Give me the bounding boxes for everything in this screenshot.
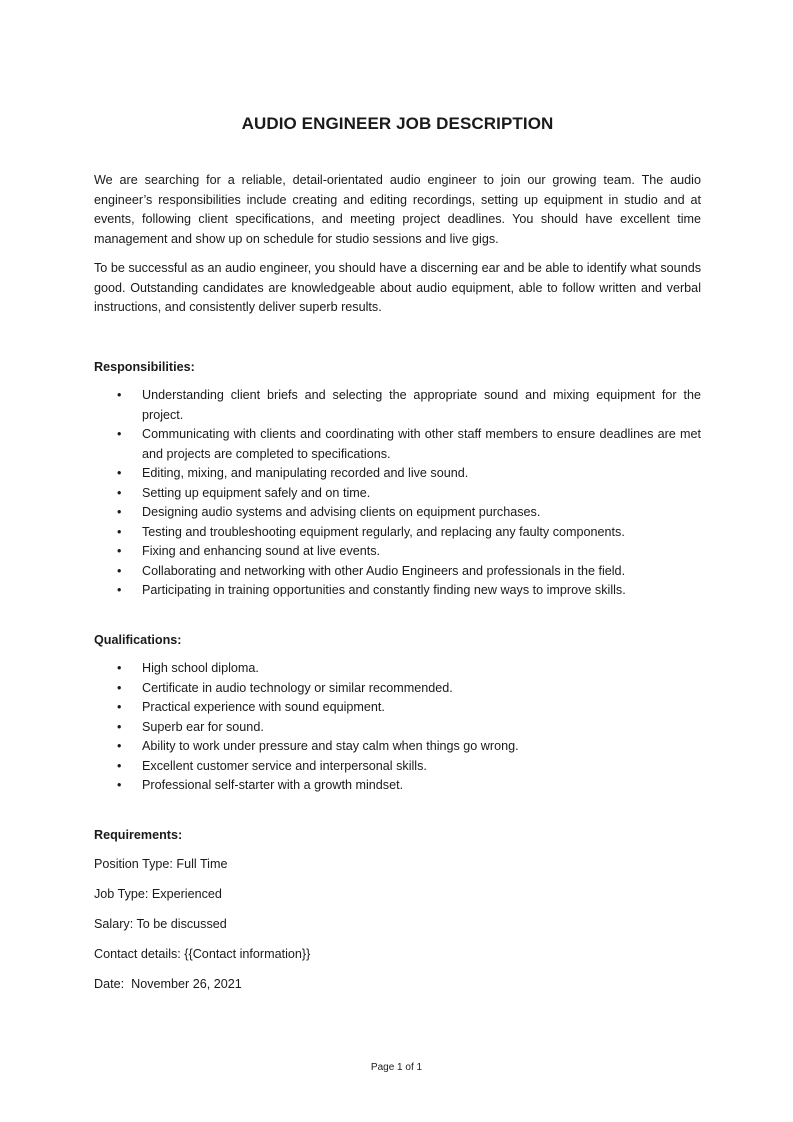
bullet-icon: •: [117, 544, 122, 558]
job-type: Job Type: Experienced: [94, 887, 222, 901]
list-item-text: Communicating with clients and coordinating with other staff members to ensure deadlines are met and projects are completed to specifications.: [142, 427, 701, 461]
list-item: [94, 757, 701, 777]
list-item-text: Collaborating and networking with other Audio Engineers and professionals in the field.: [142, 563, 626, 578]
list-item-text: Fixing and enhancing sound at live events.: [142, 544, 381, 558]
list-item: [94, 484, 701, 504]
intro-paragraph-2: To be successful as an audio engineer, you should have a discerning ear and be able to identify what sounds good. Outstanding candidates are knowledgeable about audio equipment, able to follow written and verbal instructions, and consistently deliver superb results.: [94, 261, 701, 314]
responsibilities-heading: Responsibilities:: [94, 359, 195, 374]
bullet-icon: •: [117, 739, 122, 753]
list-item-text: Setting up equipment safely and on time.: [142, 485, 371, 500]
bullet-icon: •: [117, 427, 122, 441]
list-item-text: Testing and troubleshooting equipment regularly, and replacing any faulty components.: [142, 524, 625, 539]
list-item-text: Ability to work under pressure and stay calm when things go wrong.: [142, 739, 519, 753]
responsibilities-list: [94, 386, 701, 601]
list-item: [94, 737, 701, 757]
bullet-icon: •: [117, 583, 122, 597]
bullet-icon: •: [117, 758, 122, 773]
list-item-text: Designing audio systems and advising clients on equipment purchases.: [142, 505, 541, 519]
bullet-icon: •: [117, 388, 122, 402]
bullet-icon: •: [117, 524, 122, 539]
list-item: [94, 386, 701, 425]
intro-paragraph-1: We are searching for a reliable, detail-orientated audio engineer to join our growing team. The audio engineer’s responsibilities include creating and editing recordings, setting up equipment in studio and at events, following client specifications, and meeting project deadlines. You should have excellent time management and show up on schedule for studio sessions and live gigs.: [94, 173, 701, 246]
list-item: [94, 698, 701, 718]
contact-details: Contact details: {{Contact information}}: [94, 947, 311, 961]
list-item-text: Participating in training opportunities and constantly finding new ways to improve skills.: [142, 583, 626, 597]
salary: Salary: To be discussed: [94, 917, 227, 931]
list-item-text: Understanding client briefs and selecting the appropriate sound and mixing equipment for the project.: [142, 388, 701, 422]
list-item: [94, 503, 701, 523]
list-item-text: Professional self-starter with a growth mindset.: [142, 778, 404, 792]
qualifications-list: [94, 659, 701, 796]
bullet-icon: •: [117, 778, 122, 792]
list-item: [94, 523, 701, 543]
bullet-icon: •: [117, 563, 122, 578]
list-item: [94, 425, 701, 464]
list-item: [94, 464, 701, 484]
requirements-heading: Requirements:: [94, 827, 183, 842]
bullet-icon: •: [117, 485, 122, 500]
list-item-text: High school diploma.: [142, 661, 259, 675]
bullet-icon: •: [117, 505, 122, 519]
list-item: [94, 542, 701, 562]
bullet-icon: •: [117, 719, 122, 734]
date: Date: November 26, 2021: [94, 977, 242, 991]
document-body: [94, 112, 701, 1005]
bullet-icon: •: [117, 700, 122, 714]
list-item-text: Excellent customer service and interpersonal skills.: [142, 758, 427, 773]
list-item: [94, 679, 701, 699]
list-item: [94, 659, 701, 679]
page-number-footer: Page 1 of 1: [370, 1062, 423, 1073]
bullet-icon: •: [117, 466, 122, 480]
position-type: Position Type: Full Time: [94, 857, 228, 871]
list-item-text: Practical experience with sound equipment.: [142, 700, 385, 714]
document-title: AUDIO ENGINEER JOB DESCRIPTION: [241, 114, 554, 133]
bullet-icon: •: [117, 680, 122, 695]
qualifications-heading: Qualifications:: [94, 632, 182, 647]
list-item: [94, 718, 701, 738]
list-item: [94, 776, 701, 796]
list-item-text: Certificate in audio technology or similar recommended.: [142, 680, 453, 695]
list-item-text: Superb ear for sound.: [142, 719, 264, 734]
bullet-icon: •: [117, 661, 122, 675]
list-item: [94, 562, 701, 582]
list-item-text: Editing, mixing, and manipulating recorded and live sound.: [142, 466, 469, 480]
list-item: [94, 581, 701, 601]
